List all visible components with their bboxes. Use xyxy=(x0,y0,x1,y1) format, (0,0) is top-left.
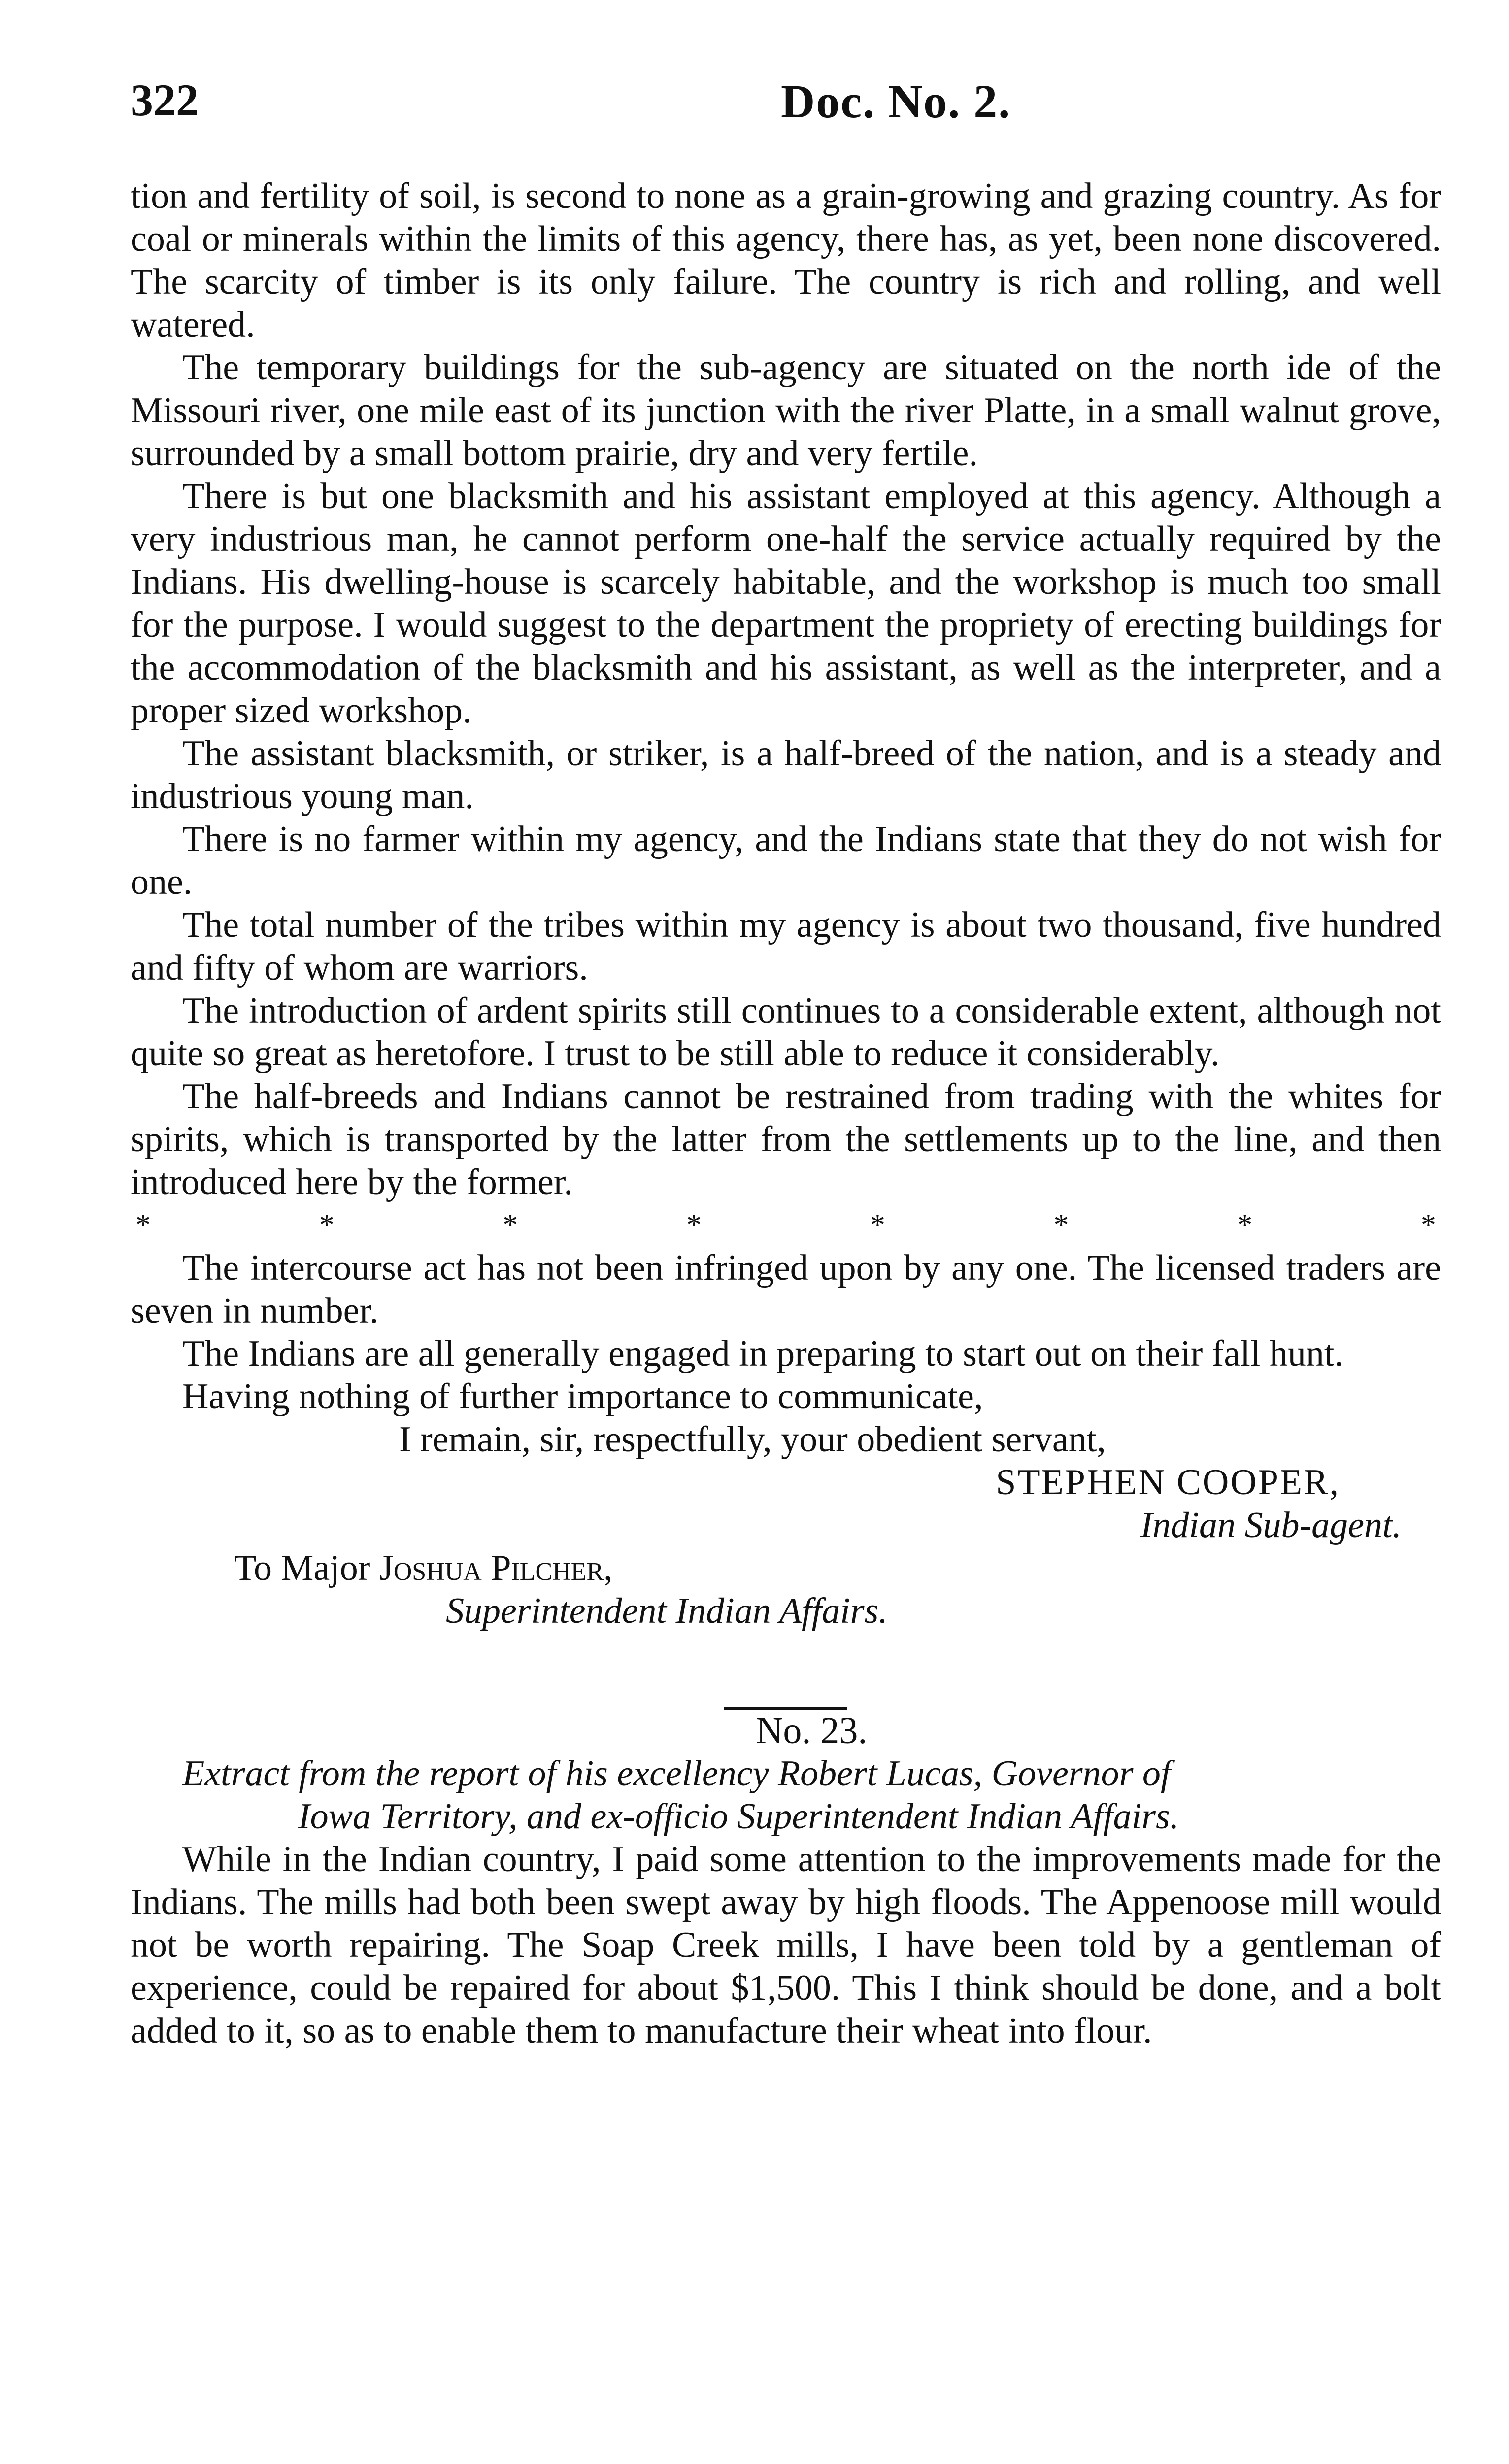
extract-heading-line-1: Extract from the report of his excellency Robert Lucas, Governor of xyxy=(182,1753,1171,1794)
paragraph: tion and fertility of soil, is second to none as a grain-growing and grazing country. As for coal or minerals within the limits of this agency, there has, as yet, been none discovered. The scarcity of timber is its only failure. The country is rich and rolling, and well watered. xyxy=(131,176,1441,345)
paragraph: There is no farmer within my agency, and the Indians state that they do not wish for one. xyxy=(131,819,1441,902)
signature-title: Indian Sub-agent. xyxy=(1140,1505,1402,1545)
closing-line: Having nothing of further importance to communicate, xyxy=(182,1376,983,1417)
regards-line: I remain, sir, respectfully, your obedient servant, xyxy=(399,1419,1106,1460)
page-number: 322 xyxy=(131,75,199,125)
addressee-line xyxy=(131,1547,1441,1590)
paragraph: The assistant blacksmith, or striker, is a half-breed of the nation, and is a steady and industrious young man. xyxy=(131,733,1441,817)
star: * xyxy=(1237,1208,1253,1242)
extract-heading-line-2: Iowa Territory, and ex-officio Superintendent Indian Affairs. xyxy=(298,1796,1179,1837)
paragraph: The total number of the tribes within my agency is about two thousand, five hundred and fifty of whom are warriors. xyxy=(131,905,1441,988)
paragraph: While in the Indian country, I paid some attention to the improvements made for the Indians. The mills had both been swept away by high floods. The Appenoose mill would not be worth repairing. The Soap Creek mills, I have been told by a gentleman of experience, could be repaired for about $1,500. This I think should be done, and a bolt added to it, so as to enable them to manufacture their wheat into flour. xyxy=(131,1839,1441,2051)
paragraph: The Indians are all generally engaged in preparing to start out on their fall hunt. xyxy=(182,1334,1343,1374)
addressee-prefix: To Major xyxy=(234,1548,379,1588)
star: * xyxy=(686,1208,702,1242)
paragraph: The half-breeds and Indians cannot be restrained from trading with the whites for spirits, which is transported by the latter from the settlements up to the line, and then introduced here by the former. xyxy=(131,1076,1441,1202)
star: * xyxy=(135,1208,151,1242)
ellipsis-stars xyxy=(131,1204,1441,1247)
addressee-title: Superintendent Indian Affairs. xyxy=(446,1591,888,1631)
star: * xyxy=(1053,1208,1069,1242)
page-header xyxy=(131,74,1441,138)
paragraph: The intercourse act has not been infringed upon by any one. The licensed traders are seven in number. xyxy=(131,1248,1441,1331)
paragraph: The introduction of ardent spirits still continues to a considerable extent, although not quite so great as heretofore. I trust to be still able to reduce it considerably. xyxy=(131,991,1441,1074)
addressee-name: Joshua Pilcher, xyxy=(379,1548,613,1588)
star: * xyxy=(503,1208,518,1242)
paragraph: The temporary buildings for the sub-agency are situated on the north ide of the Missouri river, one mile east of its junction with the river Platte, in a small walnut grove, surrounded by a small bottom prairie, dry and very fertile. xyxy=(131,347,1441,474)
document-number: No. 23. xyxy=(756,1710,868,1751)
signature-name: STEPHEN COOPER, xyxy=(996,1462,1340,1503)
star: * xyxy=(870,1208,885,1242)
page-body xyxy=(131,175,1441,2053)
star: * xyxy=(1420,1208,1436,1242)
running-head: Doc. No. 2. xyxy=(781,75,1011,128)
star: * xyxy=(319,1208,335,1242)
paragraph: There is but one blacksmith and his assistant employed at this agency. Although a very industrious man, he cannot perform one-half the service actually required by the Indians. His dwelling-house is scarcely habitable, and the workshop is much too small for the purpose. I would suggest to the department the propriety of erecting buildings for the accommodation of the blacksmith and his assistant, as well as the interpreter, and a proper sized workshop. xyxy=(131,476,1441,731)
